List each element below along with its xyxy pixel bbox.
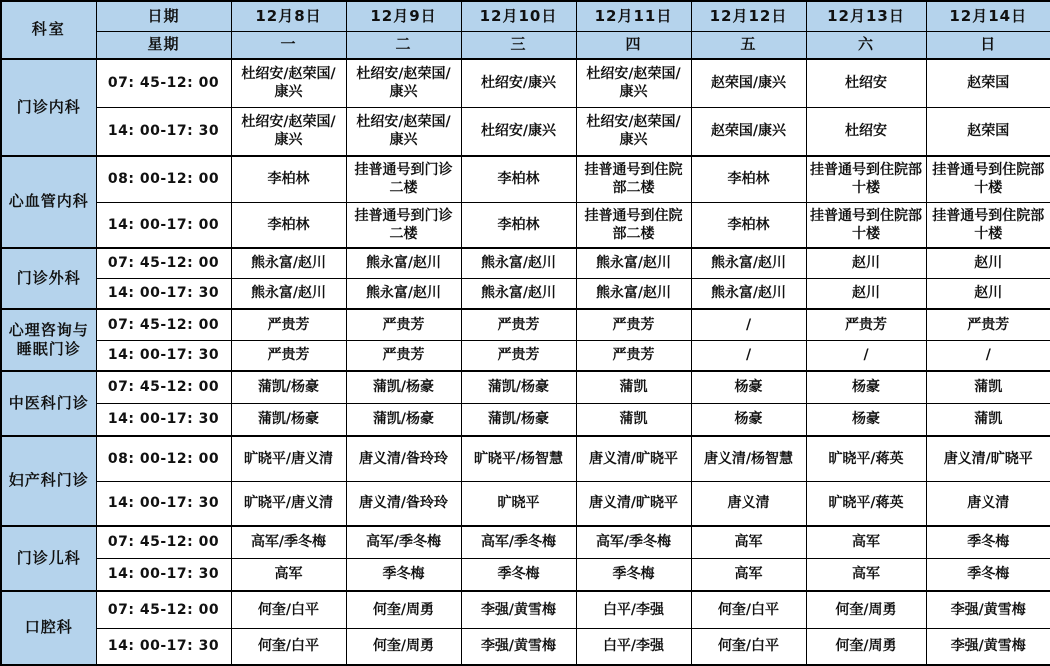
department-name: 口腔科 — [1, 591, 96, 665]
schedule-cell: 挂普通号到住院部十楼 — [806, 202, 926, 248]
schedule-cell: 蒲凯/杨豪 — [461, 371, 576, 403]
schedule-cell: 杨豪 — [806, 403, 926, 436]
table-row — [1, 481, 1050, 526]
schedule-cell: 白平/李强 — [576, 591, 691, 628]
schedule-cell: 蒲凯/杨豪 — [231, 371, 346, 403]
time-slot: 08: 00-12: 00 — [96, 436, 231, 481]
schedule-cell: / — [691, 340, 806, 371]
schedule-cell: 高军 — [691, 526, 806, 558]
schedule-cell: 杨豪 — [691, 371, 806, 403]
schedule-cell: 熊永富/赵川 — [461, 248, 576, 278]
schedule-cell: 李柏林 — [461, 156, 576, 202]
table-row — [1, 340, 1050, 371]
schedule-cell: 何奎/白平 — [691, 628, 806, 665]
schedule-cell: 熊永富/赵川 — [346, 278, 461, 309]
time-slot: 07: 45-12: 00 — [96, 591, 231, 628]
schedule-cell: 蒲凯/杨豪 — [346, 371, 461, 403]
weekday-header-cell: 三 — [461, 31, 576, 59]
schedule-cell: 唐义清 — [926, 481, 1050, 526]
department-name: 门诊内科 — [1, 59, 96, 156]
schedule-cell: 高军 — [806, 558, 926, 591]
date-header-cell: 12月11日 — [576, 1, 691, 31]
schedule-cell: 杜绍安 — [806, 59, 926, 107]
schedule-cell: 旷晓平/蒋英 — [806, 436, 926, 481]
weekday-header-cell: 四 — [576, 31, 691, 59]
schedule-cell: 高军 — [691, 558, 806, 591]
schedule-cell: 赵川 — [806, 278, 926, 309]
weekday-header-cell: 日 — [926, 31, 1050, 59]
schedule-cell: 高军/季冬梅 — [461, 526, 576, 558]
schedule-cell: 唐义清/旷晓平 — [576, 436, 691, 481]
schedule-cell: 杜绍安/赵荣国/康兴 — [346, 107, 461, 156]
table-row — [1, 59, 1050, 107]
table-row — [1, 436, 1050, 481]
schedule-cell: 严贵芳 — [346, 340, 461, 371]
schedule-cell: 蒲凯/杨豪 — [231, 403, 346, 436]
table-row — [1, 248, 1050, 278]
schedule-cell: 严贵芳 — [231, 340, 346, 371]
schedule-cell: 熊永富/赵川 — [231, 278, 346, 309]
weekday-header-cell: 六 — [806, 31, 926, 59]
schedule-cell: 挂普通号到住院部十楼 — [926, 202, 1050, 248]
date-header-row — [1, 1, 1050, 31]
time-slot: 07: 45-12: 00 — [96, 309, 231, 340]
schedule-cell: 旷晓平/唐义清 — [231, 481, 346, 526]
schedule-cell: 李强/黄雪梅 — [461, 591, 576, 628]
schedule-cell: 严贵芳 — [926, 309, 1050, 340]
time-slot: 07: 45-12: 00 — [96, 371, 231, 403]
department-name: 门诊儿科 — [1, 526, 96, 591]
corner-dept-label: 科室 — [1, 1, 96, 59]
date-header-cell: 12月9日 — [346, 1, 461, 31]
table-row — [1, 202, 1050, 248]
date-header-cell: 12月8日 — [231, 1, 346, 31]
schedule-cell: 旷晓平/杨智慧 — [461, 436, 576, 481]
table-row — [1, 371, 1050, 403]
schedule-cell: 挂普通号到住院部十楼 — [806, 156, 926, 202]
schedule-cell: 李柏林 — [691, 156, 806, 202]
weekday-header-cell: 五 — [691, 31, 806, 59]
time-slot: 07: 45-12: 00 — [96, 248, 231, 278]
table-row — [1, 526, 1050, 558]
schedule-cell: 熊永富/赵川 — [691, 278, 806, 309]
schedule-cell: 蒲凯/杨豪 — [461, 403, 576, 436]
schedule-cell: 唐义清/杨智慧 — [691, 436, 806, 481]
schedule-cell: 杜绍安/赵荣国/康兴 — [231, 107, 346, 156]
time-slot: 07: 45-12: 00 — [96, 59, 231, 107]
weekday-header-row — [1, 31, 1050, 59]
time-slot: 14: 00-17: 30 — [96, 278, 231, 309]
schedule-cell: 杜绍安/康兴 — [461, 107, 576, 156]
table-row — [1, 156, 1050, 202]
table-row — [1, 107, 1050, 156]
schedule-cell: 赵荣国/康兴 — [691, 107, 806, 156]
department-name: 妇产科门诊 — [1, 436, 96, 526]
schedule-cell: 挂普通号到门诊二楼 — [346, 156, 461, 202]
schedule-cell: 何奎/周勇 — [806, 591, 926, 628]
table-row — [1, 403, 1050, 436]
schedule-cell: 唐义清/旷晓平 — [926, 436, 1050, 481]
schedule-cell: 蒲凯 — [576, 403, 691, 436]
time-slot: 07: 45-12: 00 — [96, 526, 231, 558]
table-row — [1, 591, 1050, 628]
schedule-cell: 高军/季冬梅 — [576, 526, 691, 558]
schedule-cell: 旷晓平/唐义清 — [231, 436, 346, 481]
schedule-cell: 白平/李强 — [576, 628, 691, 665]
schedule-cell: 严贵芳 — [346, 309, 461, 340]
schedule-cell: 挂普通号到门诊二楼 — [346, 202, 461, 248]
schedule-cell: 高军/季冬梅 — [346, 526, 461, 558]
time-slot: 14: 00-17: 30 — [96, 340, 231, 371]
schedule-cell: 杜绍安/赵荣国/康兴 — [346, 59, 461, 107]
schedule-cell: 挂普通号到住院部十楼 — [926, 156, 1050, 202]
schedule-cell: 杜绍安/赵荣国/康兴 — [576, 107, 691, 156]
schedule-cell: 何奎/周勇 — [346, 591, 461, 628]
schedule-cell: 高军 — [806, 526, 926, 558]
schedule-cell: / — [691, 309, 806, 340]
schedule-cell: 熊永富/赵川 — [461, 278, 576, 309]
time-slot: 08: 00-12: 00 — [96, 156, 231, 202]
schedule-cell: 赵荣国/康兴 — [691, 59, 806, 107]
time-slot: 14: 00-17: 30 — [96, 481, 231, 526]
schedule-cell: 何奎/周勇 — [346, 628, 461, 665]
schedule-cell: 熊永富/赵川 — [576, 248, 691, 278]
schedule-cell: 赵川 — [806, 248, 926, 278]
time-slot: 14: 00-17: 00 — [96, 202, 231, 248]
table-row — [1, 558, 1050, 591]
schedule-cell: 蒲凯 — [926, 403, 1050, 436]
schedule-cell: 李强/黄雪梅 — [926, 628, 1050, 665]
schedule-cell: 李柏林 — [461, 202, 576, 248]
schedule-cell: 杜绍安 — [806, 107, 926, 156]
table-row — [1, 278, 1050, 309]
department-name: 中医科门诊 — [1, 371, 96, 436]
schedule-cell: 熊永富/赵川 — [576, 278, 691, 309]
schedule-cell: 挂普通号到住院部二楼 — [576, 202, 691, 248]
schedule-cell: / — [926, 340, 1050, 371]
schedule-cell: 季冬梅 — [461, 558, 576, 591]
schedule-cell: 挂普通号到住院部二楼 — [576, 156, 691, 202]
schedule-cell: 杨豪 — [806, 371, 926, 403]
schedule-cell: 高军/季冬梅 — [231, 526, 346, 558]
schedule-cell: 杨豪 — [691, 403, 806, 436]
schedule-cell: 蒲凯 — [926, 371, 1050, 403]
schedule-cell: 蒲凯/杨豪 — [346, 403, 461, 436]
schedule-cell: 何奎/白平 — [691, 591, 806, 628]
schedule-cell: 旷晓平/蒋英 — [806, 481, 926, 526]
date-header-cell: 12月10日 — [461, 1, 576, 31]
schedule-cell: 季冬梅 — [926, 558, 1050, 591]
date-header-cell: 12月13日 — [806, 1, 926, 31]
schedule-cell: 何奎/白平 — [231, 591, 346, 628]
schedule-cell: 严贵芳 — [461, 340, 576, 371]
schedule-cell: 李强/黄雪梅 — [461, 628, 576, 665]
date-row-label: 日期 — [96, 1, 231, 31]
time-slot: 14: 00-17: 30 — [96, 107, 231, 156]
schedule-cell: 蒲凯 — [576, 371, 691, 403]
schedule-cell: 唐义清/旷晓平 — [576, 481, 691, 526]
schedule-cell: 赵荣国 — [926, 107, 1050, 156]
schedule-cell: 何奎/白平 — [231, 628, 346, 665]
schedule-cell: / — [806, 340, 926, 371]
schedule-cell: 何奎/周勇 — [806, 628, 926, 665]
schedule-cell: 李强/黄雪梅 — [926, 591, 1050, 628]
schedule-cell: 赵川 — [926, 248, 1050, 278]
schedule-cell: 唐义清/昝玲玲 — [346, 436, 461, 481]
table-row — [1, 628, 1050, 665]
schedule-cell: 赵川 — [926, 278, 1050, 309]
schedule-cell: 季冬梅 — [346, 558, 461, 591]
date-header-cell: 12月14日 — [926, 1, 1050, 31]
weekday-header-cell: 二 — [346, 31, 461, 59]
schedule-cell: 严贵芳 — [461, 309, 576, 340]
schedule-cell: 严贵芳 — [806, 309, 926, 340]
schedule-cell: 杜绍安/赵荣国/康兴 — [231, 59, 346, 107]
schedule-cell: 李柏林 — [231, 202, 346, 248]
schedule-cell: 熊永富/赵川 — [691, 248, 806, 278]
department-name: 心理咨询与睡眠门诊 — [1, 309, 96, 371]
schedule-cell: 李柏林 — [691, 202, 806, 248]
week-row-label: 星期 — [96, 31, 231, 59]
department-name: 门诊外科 — [1, 248, 96, 309]
time-slot: 14: 00-17: 30 — [96, 628, 231, 665]
schedule-body — [1, 59, 1050, 665]
time-slot: 14: 00-17: 30 — [96, 403, 231, 436]
schedule-cell: 熊永富/赵川 — [346, 248, 461, 278]
schedule-cell: 季冬梅 — [926, 526, 1050, 558]
time-slot: 14: 00-17: 30 — [96, 558, 231, 591]
schedule-cell: 李柏林 — [231, 156, 346, 202]
schedule-cell: 赵荣国 — [926, 59, 1050, 107]
schedule-cell: 高军 — [231, 558, 346, 591]
schedule-cell: 严贵芳 — [576, 340, 691, 371]
schedule-cell: 旷晓平 — [461, 481, 576, 526]
weekday-header-cell: 一 — [231, 31, 346, 59]
schedule-cell: 唐义清 — [691, 481, 806, 526]
schedule-cell: 杜绍安/康兴 — [461, 59, 576, 107]
schedule-cell: 季冬梅 — [576, 558, 691, 591]
schedule-cell: 熊永富/赵川 — [231, 248, 346, 278]
schedule-cell: 严贵芳 — [576, 309, 691, 340]
schedule-cell: 严贵芳 — [231, 309, 346, 340]
schedule-cell: 唐义清/昝玲玲 — [346, 481, 461, 526]
table-row — [1, 309, 1050, 340]
schedule-cell: 杜绍安/赵荣国/康兴 — [576, 59, 691, 107]
date-header-cell: 12月12日 — [691, 1, 806, 31]
department-name: 心血管内科 — [1, 156, 96, 248]
